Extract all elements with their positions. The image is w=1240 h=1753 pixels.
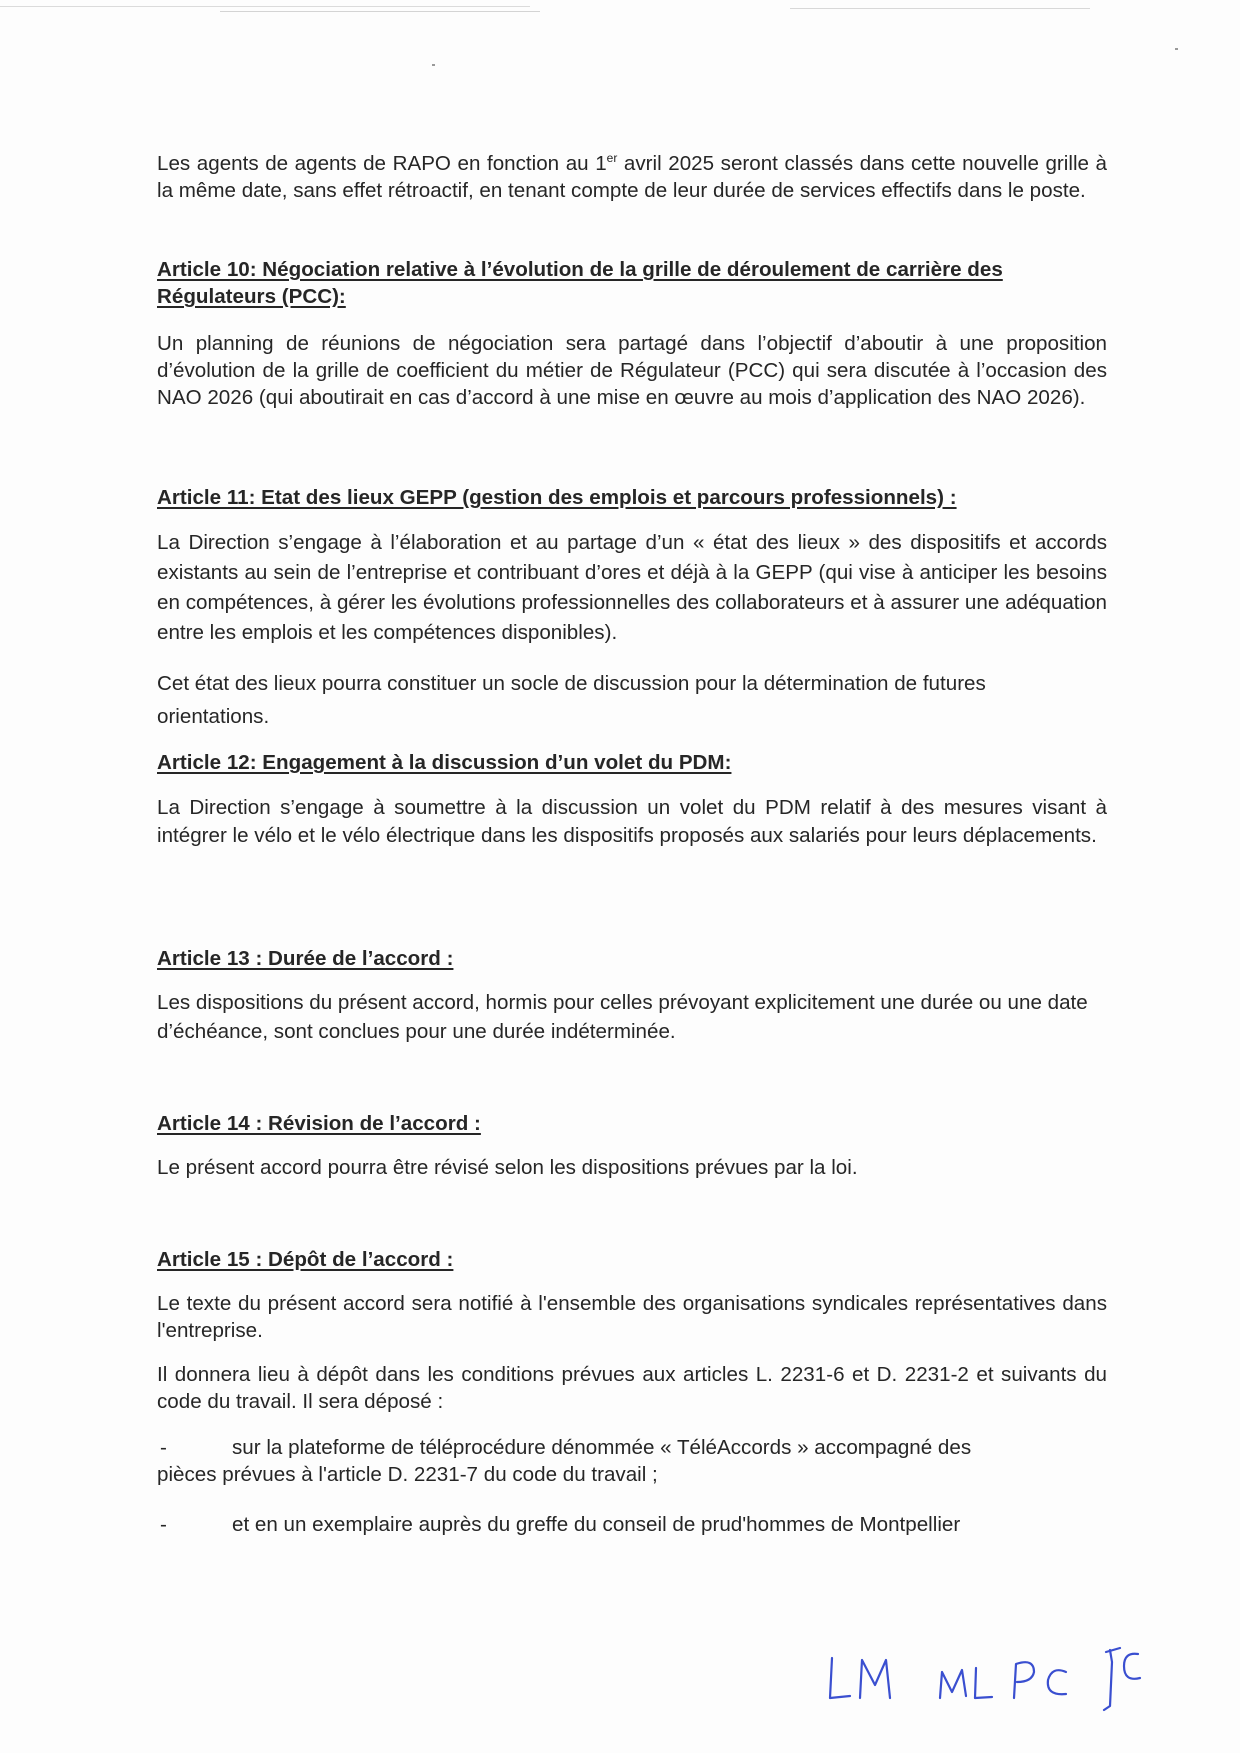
intro-line-b: avril 2025 seront classés dans cette nouvelle grille à la même date, sans effet rétroactif, en tenant compte de leur durée de services effectifs dans le poste. — [157, 152, 1108, 202]
initial-l-2 — [975, 1668, 992, 1698]
article-15-paragraph-1: Le texte du présent accord sera notifié à l'ensemble des organisations syndicales représentatives dans l'entreprise. — [157, 1292, 1107, 1342]
bullet-first-line: et en un exemplaire auprès du greffe du conseil de prud'hommes de Montpellier — [232, 1513, 961, 1536]
article-14-paragraph-1: Le présent accord pourra être révisé selon les dispositions prévues par la loi. — [157, 1156, 858, 1179]
article-11-heading: Article 11: Etat des lieux GEPP (gestion des emplois et parcours professionnels) : — [157, 486, 957, 509]
article-15-bullet-1 — [157, 1434, 1107, 1488]
intro-line-a: Les agents de agents de RAPO en fonction au 1 — [157, 152, 607, 175]
intro-paragraph — [157, 150, 1107, 204]
article-15-heading: Article 15 : Dépôt de l’accord : — [157, 1248, 454, 1271]
initial-m-1 — [860, 1660, 890, 1698]
article-11-paragraph-2: Cet état des lieux pourra constituer un socle de discussion pour la détermination de futures orientations. — [157, 672, 986, 728]
article-10-heading: Article 10: Négociation relative à l’évolution de la grille de déroulement de carrière des Régulateurs (PCC): — [157, 258, 1003, 308]
article-13-heading: Article 13 : Durée de l’accord : — [157, 947, 454, 970]
initial-j — [1104, 1650, 1112, 1710]
initial-j-top — [1106, 1648, 1120, 1652]
article-15-paragraph-2: Il donnera lieu à dépôt dans les conditions prévues aux articles L. 2231-6 et D. 2231-2 et suivants du code du travail. Il sera déposé : — [157, 1363, 1107, 1413]
article-11-paragraph-1: La Direction s’engage à l’élaboration et au partage d’un « état des lieux » des dispositifs et accords existants au sein de l’entreprise et contribuant d’ores et déjà à la GEPP (qui vise à anticiper les besoins en compétences, à gérer les évolutions professionnelles des collaborateurs et à assurer une adéquation entre les emplois et les compétences disponibles). — [157, 531, 1107, 644]
bullet-dash: - — [160, 1513, 167, 1536]
bullet-continuation: pièces prévues à l'article D. 2231-7 du code du travail ; — [157, 1463, 658, 1486]
article-12-paragraph-1: La Direction s’engage à soumettre à la discussion un volet du PDM relatif à des mesures visant à intégrer le vélo et le vélo électrique dans les dispositifs proposés aux salariés pour leurs déplacements. — [157, 796, 1107, 847]
initial-m-2 — [940, 1670, 966, 1698]
article-13-paragraph-1: Les dispositions du présent accord, hormis pour celles prévoyant explicitement une durée ou une date d’échéance, sont conclues pour une durée indéterminée. — [157, 991, 1088, 1043]
scan-artifact-dot — [432, 64, 435, 66]
signature-initials — [820, 1640, 1160, 1720]
article-10-paragraph-1: Un planning de réunions de négociation sera partagé dans l’objectif d’aboutir à une proposition d’évolution de la grille de coefficient du métier de Régulateur (PCC) qui sera discutée à l’occasion des NAO 2026 (qui aboutirait en cas d’accord à une mise en œuvre au mois d’application des NAO 2026). — [157, 332, 1107, 409]
handwritten-initials-graphic — [820, 1640, 1160, 1720]
initial-l-1 — [830, 1658, 850, 1698]
article-15-bullet-2 — [157, 1511, 1107, 1538]
article-12-heading: Article 12: Engagement à la discussion d’un volet du PDM: — [157, 751, 732, 774]
article-14-heading: Article 14 : Révision de l’accord : — [157, 1112, 481, 1135]
bullet-text — [157, 1434, 1107, 1488]
bullet-first-line: sur la plateforme de téléprocédure dénommée « TéléAccords » accompagné des — [232, 1436, 972, 1459]
scan-artifact-line — [0, 6, 530, 7]
bullet-dash: - — [160, 1436, 167, 1459]
scan-artifact-line — [790, 8, 1090, 9]
bullet-text — [232, 1511, 1107, 1538]
initial-p — [1014, 1662, 1034, 1698]
intro-superscript: er — [606, 151, 618, 166]
scan-artifact-dot — [1175, 48, 1178, 50]
scan-artifact-line — [220, 11, 540, 12]
initial-c — [1048, 1670, 1066, 1694]
initial-c-2 — [1124, 1654, 1140, 1679]
